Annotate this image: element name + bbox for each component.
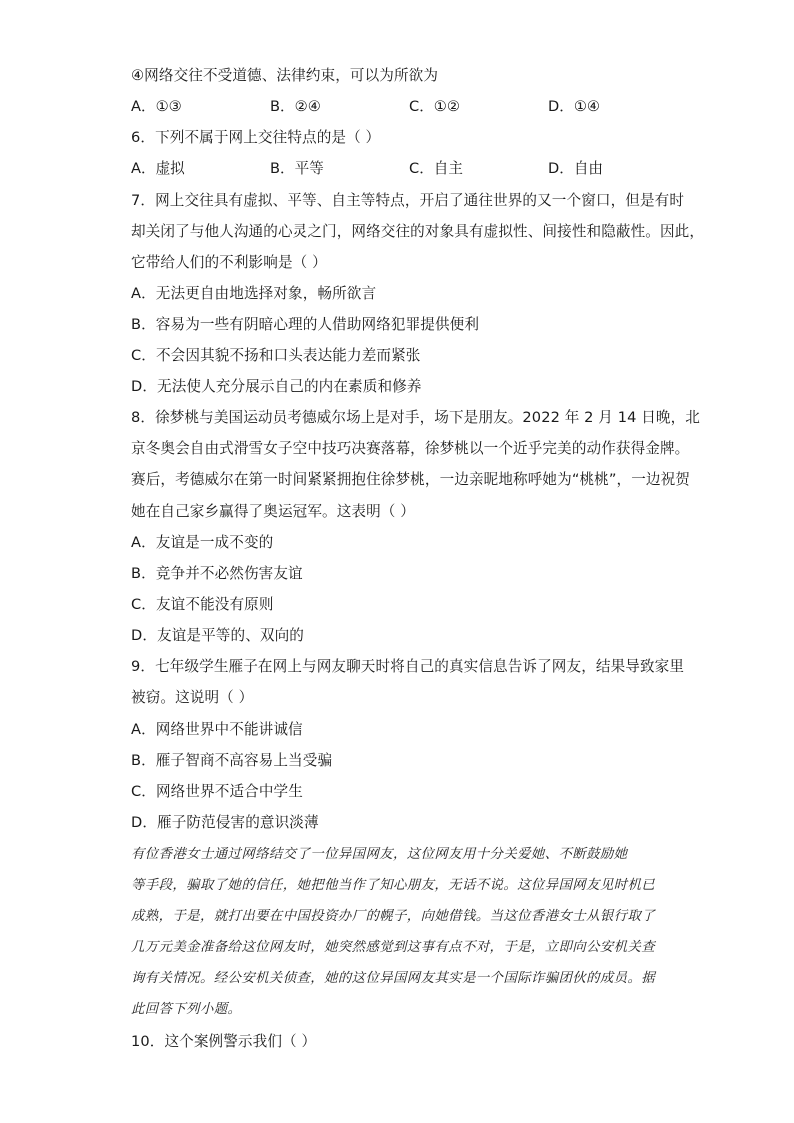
q8-option-c: C．友谊不能没有原则 xyxy=(131,596,274,613)
q9-option-b: B．雁子智商不高容易上当受骗 xyxy=(131,752,333,769)
q8-stem-line-2: 京冬奥会自由式滑雪女子空中技巧决赛落幕，徐梦桃以一个近乎完美的动作获得金牌。 xyxy=(131,440,690,457)
q6-option-d: D．自由 xyxy=(548,160,604,177)
q5-option-b: B．②④ xyxy=(270,98,321,115)
q5-option-a: A．①③ xyxy=(131,98,182,115)
q7-option-c: C．不会因其貌不扬和口头表达能力差而紧张 xyxy=(131,347,421,364)
q7-option-a: A．无法更自由地选择对象，畅所欲言 xyxy=(131,285,377,302)
q7-option-d: D．无法使人充分展示自己的内在素质和修养 xyxy=(131,378,422,395)
q9-option-d: D．雁子防范侵害的意识淡薄 xyxy=(131,814,319,831)
q6-option-c: C．自主 xyxy=(409,160,463,177)
q7-stem-line-2: 却关闭了与他人沟通的心灵之门，网络交往的对象具有虚拟性、间接性和隐蔽性。因此， xyxy=(131,223,705,240)
q8-stem-line-1: 8．徐梦桃与美国运动员考德威尔场上是对手，场下是朋友。2022 年 2 月 14 日晚，北 xyxy=(131,409,700,426)
q9-option-c: C．网络世界不适合中学生 xyxy=(131,783,303,800)
passage-line-4: 几万元美金准备给这位网友时，她突然感觉到这事有点不对，于是，立即向公安机关查 xyxy=(131,940,656,955)
q5-option-d: D．①④ xyxy=(548,98,600,115)
passage-line-6: 此回答下列小题。 xyxy=(131,1002,242,1017)
q6-option-a: A．虚拟 xyxy=(131,160,185,177)
q6-option-b: B．平等 xyxy=(270,160,324,177)
passage-line-2: 等手段，骗取了她的信任，她把他当作了知心朋友，无话不说。这位异国网友见时机已 xyxy=(131,878,656,893)
passage-line-5: 询有关情况。经公安机关侦查，她的这位异国网友其实是一个国际诈骗团伙的成员。据 xyxy=(131,971,656,986)
q9-stem-line-2: 被窃。这说明（ ） xyxy=(131,689,254,706)
q5-option-c: C．①② xyxy=(409,98,460,115)
q7-option-b: B．容易为一些有阴暗心理的人借助网络犯罪提供便利 xyxy=(131,316,480,333)
q10-stem: 10．这个案例警示我们（ ） xyxy=(131,1033,317,1050)
passage-line-3: 成熟，于是，就打出要在中国投资办厂的幌子，向她借钱。当这位香港女士从银行取了 xyxy=(131,909,656,924)
q5-item-4: ④网络交往不受道德、法律约束，可以为所欲为 xyxy=(131,67,439,84)
q8-option-b: B．竞争并不必然伤害友谊 xyxy=(131,565,303,582)
q7-stem-line-3: 它带给人们的不利影响是（ ） xyxy=(131,254,327,271)
q8-stem-line-3: 赛后，考德威尔在第一时间紧紧拥抱住徐梦桃，一边亲昵地称呼她为“桃桃”，一边祝贺 xyxy=(131,471,690,488)
q9-option-a: A．网络世界中不能讲诚信 xyxy=(131,721,303,738)
q8-option-a: A．友谊是一成不变的 xyxy=(131,534,274,551)
q8-option-d: D．友谊是平等的、双向的 xyxy=(131,627,304,644)
q9-stem-line-1: 9．七年级学生雁子在网上与网友聊天时将自己的真实信息告诉了网友，结果导致家里 xyxy=(131,658,685,675)
q7-stem-line-1: 7．网上交往具有虚拟、平等、自主等特点，开启了通往世界的又一个窗口，但是有时 xyxy=(131,192,685,209)
q8-stem-line-4: 她在自己家乡赢得了奥运冠军。这表明（ ） xyxy=(131,503,415,520)
passage-line-1: 有位香港女士通过网络结交了一位异国网友，这位网友用十分关爱她、不断鼓励她 xyxy=(131,847,628,862)
q6-stem: 6．下列不属于网上交往特点的是（ ） xyxy=(131,129,381,146)
